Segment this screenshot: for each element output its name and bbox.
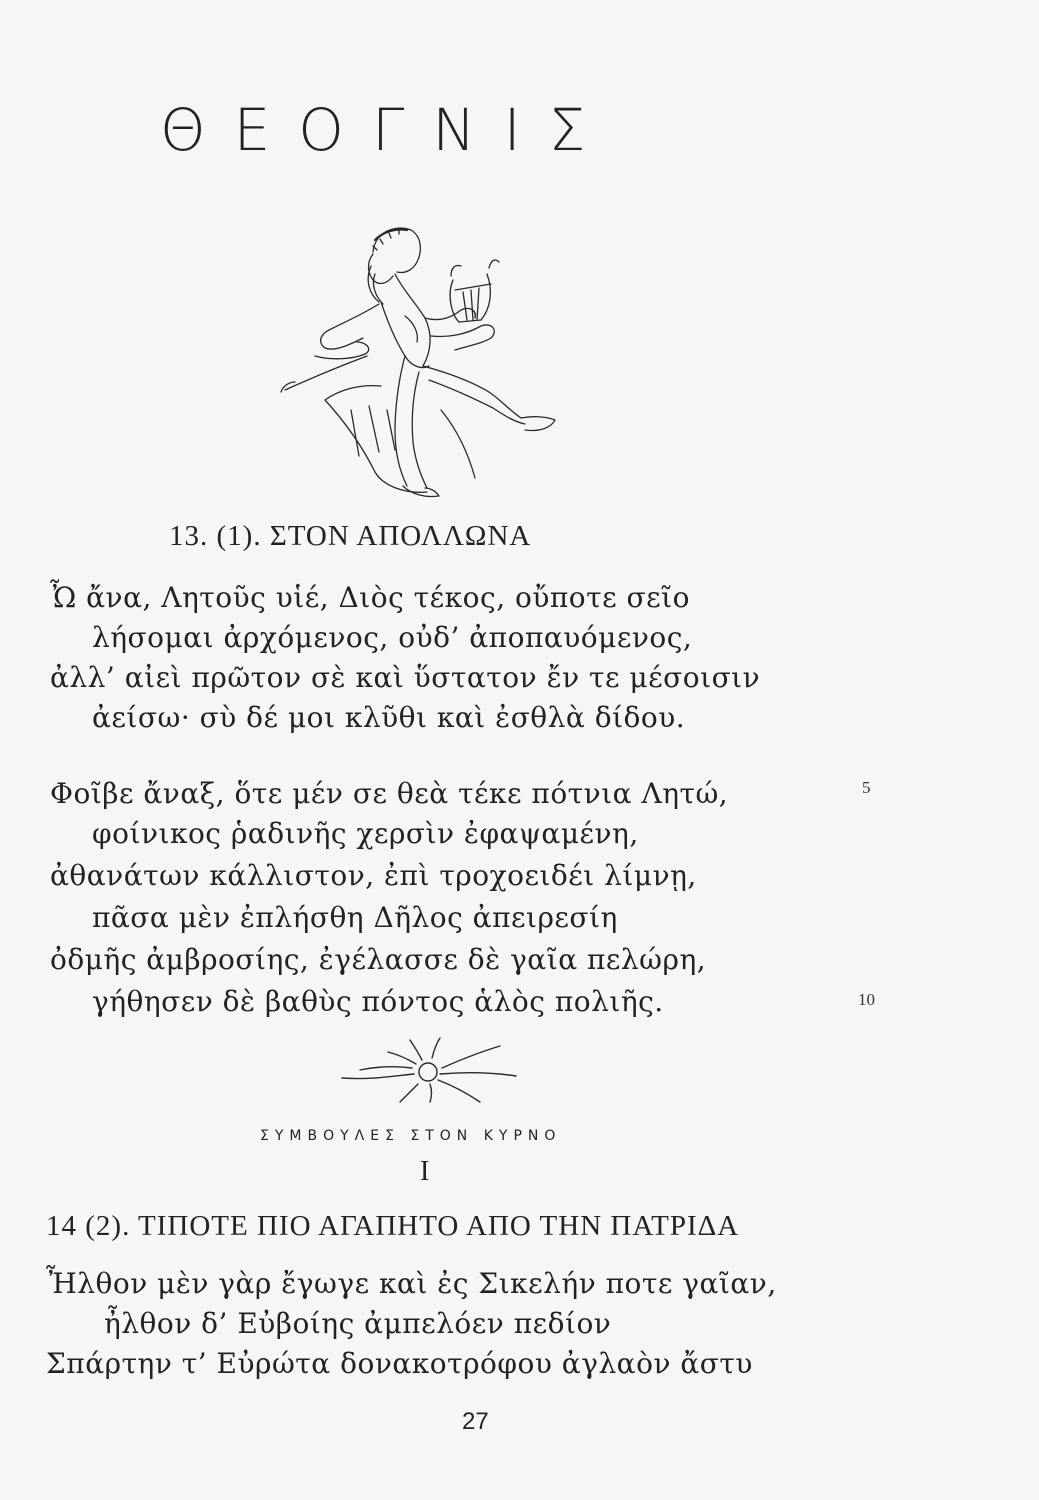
verse-line: φοίνικος ῥαδινῆς χερσὶν ἐφαψαμένη,: [92, 817, 639, 850]
verse-line: Ἦλθον μὲν γὰρ ἔγωγε καὶ ἐς Σικελήν ποτε γαῖαν,: [46, 1267, 777, 1300]
apollo-lyre-illustration: [255, 210, 615, 510]
line-number: 10: [858, 990, 875, 1009]
verse-line: ὀδμῆς ἀμβροσίης, ἐγέλασσε δὲ γαῖα πελώρη,: [50, 943, 707, 976]
verse-line: ἀείσω· σὺ δέ μοι κλῦθι καὶ ἐσθλὰ δίδου.: [92, 701, 686, 734]
verse-line: ἀθανάτων κάλλιστον, ἐπὶ τροχοειδέι λίμνῃ,: [50, 859, 697, 892]
verse-line: πᾶσα μὲν ἐπλήσθη Δῆλος ἀπειρεσίη: [92, 901, 618, 934]
poem-13-heading: 13. (1). ΣΤΟΝ ΑΠΟΛΛΩΝΑ: [169, 520, 532, 552]
verse-line: ἀλλ’ αἰεὶ πρῶτον σὲ καὶ ὕστατον ἔν τε μέσοισιν: [50, 661, 761, 694]
book-title: ΘΕΟΓΝΙΣ: [160, 96, 614, 164]
verse-line: γήθησεν δὲ βαθὺς πόντος ἁλὸς πολιῆς.: [92, 985, 664, 1018]
sun-ornament-icon: [340, 1032, 530, 1104]
verse-line: Σπάρτην τ’ Εὐρώτα δονακοτρόφου ἀγλαὸν ἄστυ: [46, 1347, 753, 1380]
section-numeral: I: [420, 1156, 430, 1187]
verse-line: Φοῖβε ἄναξ, ὅτε μέν σε θεὰ τέκε πότνια Λητώ,: [50, 777, 729, 810]
verse-line: λήσομαι ἀρχόμενος, οὐδ’ ἀποπαυόμενος,: [92, 621, 693, 654]
section-caption: ΣΥΜΒΟΥΛΕΣ ΣΤΟΝ ΚΥΡΝΟ: [260, 1128, 562, 1144]
verse-line: Ὦ ἄνα, Λητοῦς υἱέ, Διὸς τέκος, οὔποτε σεῖο: [50, 581, 691, 614]
line-number: 5: [862, 778, 871, 797]
poem-14-heading: 14 (2). ΤΙΠΟΤΕ ΠΙΟ ΑΓΑΠΗΤΟ ΑΠΟ ΤΗΝ ΠΑΤΡΙΔΑ: [46, 1210, 740, 1242]
page-number: 27: [462, 1408, 489, 1435]
verse-line: ἦλθον δ’ Εὐβοίης ἀμπελόεν πεδίον: [104, 1307, 612, 1340]
